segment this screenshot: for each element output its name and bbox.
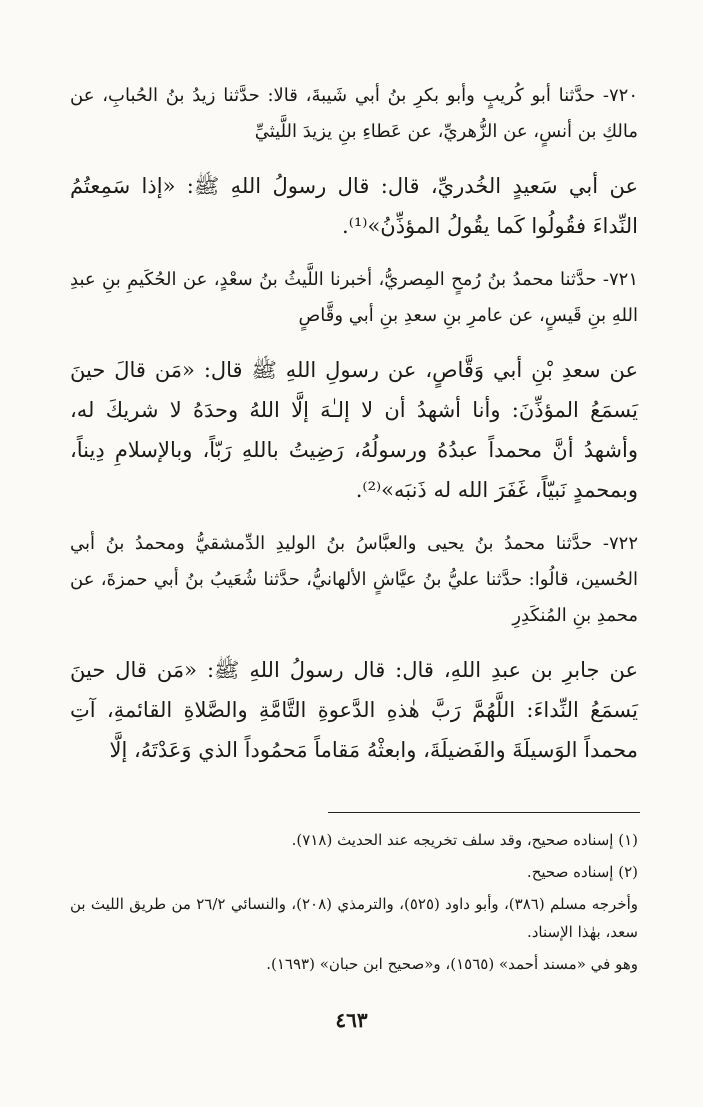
hadith-722-matn: عن جابرِ بن عبدِ اللهِ، قال: قال رسولُ اللهِ ﷺ: «مَن قال حينَ يَسمَعُ النِّداءَ: اللَّهُمَّ رَبَّ هٰذهِ الدَّعوةِ التَّامَّةِ والصَّلاةِ القائمةِ، آتِ محمداً الوَسيلَةَ والفَضيلَةَ، وابعثْهُ مَقاماً مَحمُوداً الذي وَعَدْتَهُ، إلَّا	[70, 658, 639, 762]
footnote-1: (١) إسناده صحيح، وقد سلف تخريجه عند الحديث (٧١٨).	[291, 831, 638, 849]
footnote-2-takhrij: وأخرجه مسلم (٣٨٦)، وأبو داود (٥٢٥)، والترمذي (٢٠٨)، والنسائي ٢٦/٢ من طريق الليث بن سعد، بهٰذا الإسناد.	[70, 895, 639, 941]
footnotes	[70, 826, 638, 982]
footnote-2-references: وهو في «مسند أحمد» (١٥٦٥)، و«صحيح ابن حبان» (١٦٩٣).	[266, 955, 638, 973]
footnote-2: (٢) إسناده صحيح.	[526, 863, 638, 881]
hadith-721-matn: عن سعدِ بْنِ أبي وَقَّاصٍ، عن رسولِ اللهِ ﷺ قال: «مَن قالَ حينَ يَسمَعُ المؤذِّنَ: وأنا أشهدُ أن لا إلـٰهَ إلَّا اللهُ وحدَهُ لا شريكَ له، وأشهدُ أنَّ محمداً عبدُهُ ورسولُهُ، رَضِيتُ باللهِ رَبّاً، وبالإسلامِ دِيناً، وبمحمدٍ نَبيّاً، غَفَرَ الله له ذَنبَه»⁽²⁾.	[70, 358, 638, 502]
footnote-divider	[328, 812, 640, 813]
main-text	[70, 78, 638, 786]
hadith-720-matn: عن أبي سَعيدٍ الخُدريِّ، قال: قال رسولُ اللهِ ﷺ: «إذا سَمِعتُمُ النِّداءَ فقُولُوا كَما يقُولُ المؤذِّنُ»⁽¹⁾.	[70, 174, 638, 238]
hadith-720-isnad: ٧٢٠- حدَّثنا أبو كُريبٍ وأبو بكرِ بنُ أبي شَيبةَ، قالا: حدَّثنا زيدُ بنُ الحُبابِ، عن مالكِ بن أنسٍ، عن الزُّهريِّ، عن عَطاءِ بنِ يزيدَ اللَّيثيِّ	[70, 85, 638, 142]
hadith-722-isnad: ٧٢٢- حدَّثنا محمدُ بنُ يحيى والعبَّاسُ بنُ الوليدِ الدِّمشقيُّ ومحمدُ بنُ أبي الحُسين، قالُوا: حدَّثنا عليُّ بنُ عيَّاشٍ الألهانيُّ، حدَّثنا شُعَيبُ بنُ أبي حمزةَ، عن محمدِ بنِ المُنكَدِرِ	[70, 533, 638, 626]
hadith-721-isnad: ٧٢١- حدَّثنا محمدُ بنُ رُمحٍ المِصريُّ، أخبرنا اللَّيثُ بنُ سعْدٍ، عن الحُكَيمِ بنِ عبدِ اللهِ بنِ قَيسٍ، عن عامرِ بنِ سعدِ بنِ أبي وقَّاصٍ	[70, 269, 638, 326]
page-number: ٤٦٣	[335, 1008, 368, 1032]
